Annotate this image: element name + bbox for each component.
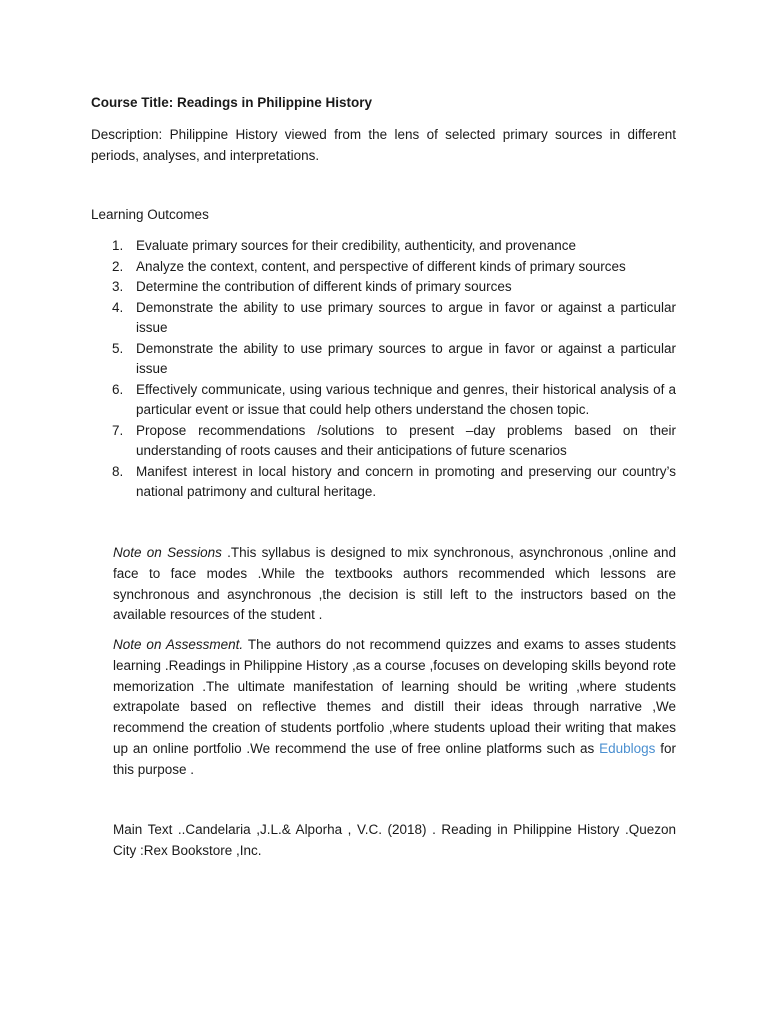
learning-outcomes-list — [91, 236, 676, 503]
outcome-number: 3. — [112, 279, 124, 294]
outcome-number: 5. — [112, 340, 124, 356]
note-on-sessions — [113, 543, 676, 626]
note-assessment-lead: Note on Assessment. — [113, 637, 244, 652]
note-assessment-tail: for this purpose . — [113, 740, 676, 777]
outcome-number: 7. — [112, 422, 124, 438]
outcome-text: Evaluate primary sources for their credibility, authenticity, and provenance — [136, 238, 576, 253]
note-assessment-text: The authors do not recommend quizzes and exams to asses students learning .Readings in Philippine History ,as a course ,focuses on developing skills beyond rote memorization .The ultimate manifestation of learning should be writing ,where students extrapolate based on reflective themes and distill their ideas through narrative ,We recommend the creation of students portfolio ,where students upload their writing that makes up an online portfolio .We recommend the use of free online platforms such as — [113, 637, 677, 756]
edublogs-link[interactable]: Edublogs — [599, 740, 656, 756]
outcome-item — [91, 236, 676, 257]
outcome-item — [91, 277, 676, 298]
outcome-text: Manifest interest in local history and concern in promoting and preserving our country’s national patrimony and cultural heritage. — [136, 463, 676, 499]
outcome-item — [91, 257, 676, 278]
outcome-text: Demonstrate the ability to use primary sources to argue in favor or against a particular issue — [136, 299, 676, 335]
learning-outcomes-heading: Learning Outcomes — [91, 207, 209, 222]
outcome-number: 8. — [112, 463, 124, 479]
outcome-item — [91, 462, 676, 503]
outcome-text: Demonstrate the ability to use primary sources to argue in favor or against a particular issue — [136, 340, 676, 376]
note-on-assessment — [113, 635, 676, 781]
outcome-number: 1. — [112, 238, 124, 253]
main-text-citation: Main Text ..Candelaria ,J.L.& Alporha , V.C. (2018) . Reading in Philippine History .Quezon City :Rex Bookstore ,Inc. — [113, 822, 676, 858]
note-sessions-text: .This syllabus is designed to mix synchronous, asynchronous ,online and face to face modes .While the textbooks authors recommended which lessons are synchronous and asynchronous ,the decision is still left to the instructors based on the available resources of the student . — [113, 545, 676, 623]
outcome-item — [91, 380, 676, 421]
outcome-text: Effectively communicate, using various technique and genres, their historical analysis of a particular event or issue that could help others understand the chosen topic. — [136, 381, 676, 417]
note-sessions-lead: Note on Sessions — [113, 545, 222, 560]
outcome-item — [91, 421, 676, 462]
outcome-number: 6. — [112, 381, 124, 397]
outcome-text: Analyze the context, content, and perspective of different kinds of primary sources — [136, 258, 626, 274]
outcome-text: Propose recommendations /solutions to present –day problems based on their understanding of roots causes and their anticipations of future scenarios — [136, 422, 676, 458]
outcome-item — [91, 298, 676, 339]
outcome-number: 2. — [112, 258, 124, 274]
course-description: Description: Philippine History viewed from the lens of selected primary sources in different periods, analyses, and interpretations. — [91, 127, 676, 163]
outcome-number: 4. — [112, 299, 124, 315]
outcome-text: Determine the contribution of different kinds of primary sources — [136, 279, 512, 294]
outcome-item — [91, 339, 676, 380]
course-title: Course Title: Readings in Philippine History — [91, 95, 373, 110]
